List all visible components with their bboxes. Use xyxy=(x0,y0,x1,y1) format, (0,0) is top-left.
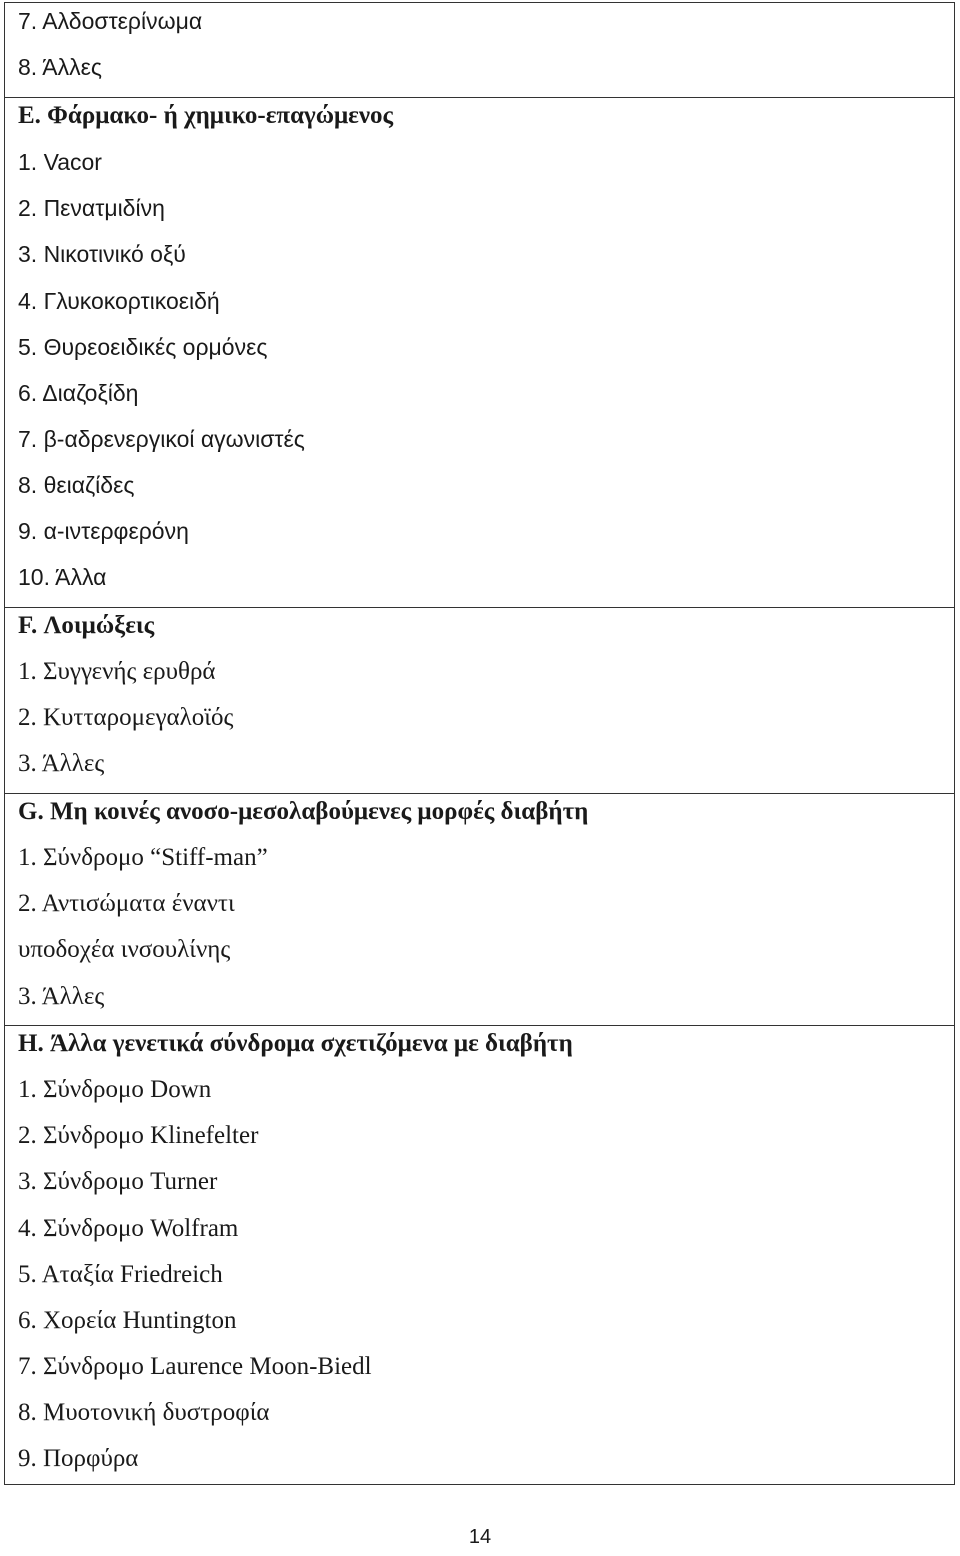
list-item: 1. Vacor xyxy=(18,149,102,175)
list-item: 4. Γλυκοκορτικοειδή xyxy=(18,288,220,314)
list-item: 1. Σύνδρομο “Stiff-man” xyxy=(18,844,268,871)
list-item: 2. Πενατμιδίνη xyxy=(18,195,165,221)
table-section-h xyxy=(5,1025,954,1485)
list-item: 1. Συγγενής ερυθρά xyxy=(18,658,216,685)
list-item: 2. Κυτταρομεγαλοϊός xyxy=(18,704,234,731)
list-item: 3. Άλλες xyxy=(18,983,105,1010)
list-item: 8. Άλλες xyxy=(18,54,102,80)
list-item: 3. Άλλες xyxy=(18,750,105,777)
list-item: υποδοχέα ινσουλίνης xyxy=(18,936,231,963)
list-item: 3. Σύνδρομο Turner xyxy=(18,1168,218,1195)
list-item: 1. Σύνδρομο Down xyxy=(18,1076,212,1103)
list-item: 7. Σύνδρομο Laurence Moon-Biedl xyxy=(18,1353,372,1380)
list-item: 9. Πορφύρα xyxy=(18,1445,139,1472)
section-heading: H. Άλλα γενετικά σύνδρομα σχετιζόμενα με διαβήτη xyxy=(18,1030,573,1057)
section-heading: E. Φάρμακο- ή χημικο-επαγώμενος xyxy=(18,102,394,129)
list-item: 6. Χορεία Huntington xyxy=(18,1307,237,1334)
list-item: 7. Αλδοστερίνωμα xyxy=(18,8,203,34)
list-item: 7. β-αδρενεργικοί αγωνιστές xyxy=(18,426,305,452)
list-item: 5. Θυρεοειδικές ορμόνες xyxy=(18,334,268,360)
list-item: 3. Νικοτινικό οξύ xyxy=(18,241,186,267)
section-heading: F. Λοιμώξεις xyxy=(18,612,155,639)
section-heading: G. Μη κοινές ανοσο-μεσολαβούμενες μορφές διαβήτη xyxy=(18,798,589,825)
list-item: 9. α-ιντερφερόνη xyxy=(18,518,189,544)
list-item: 8. Μυοτονική δυστροφία xyxy=(18,1399,270,1426)
table-section-f xyxy=(5,607,954,794)
list-item: 2. Αντισώματα έναντι xyxy=(18,890,235,917)
page-number: 14 xyxy=(468,1526,492,1548)
table-section-e xyxy=(5,97,954,608)
list-item: 10. Άλλα xyxy=(18,564,107,590)
list-item: 4. Σύνδρομο Wolfram xyxy=(18,1215,239,1242)
table-section-g xyxy=(5,793,954,1026)
classification-table xyxy=(4,2,955,1485)
list-item: 5. Αταξία Friedreich xyxy=(18,1261,223,1288)
list-item: 6. Διαζοξίδη xyxy=(18,380,139,406)
table-section-continuation xyxy=(5,3,954,97)
list-item: 8. θειαζίδες xyxy=(18,472,135,498)
list-item: 2. Σύνδρομο Klinefelter xyxy=(18,1122,259,1149)
